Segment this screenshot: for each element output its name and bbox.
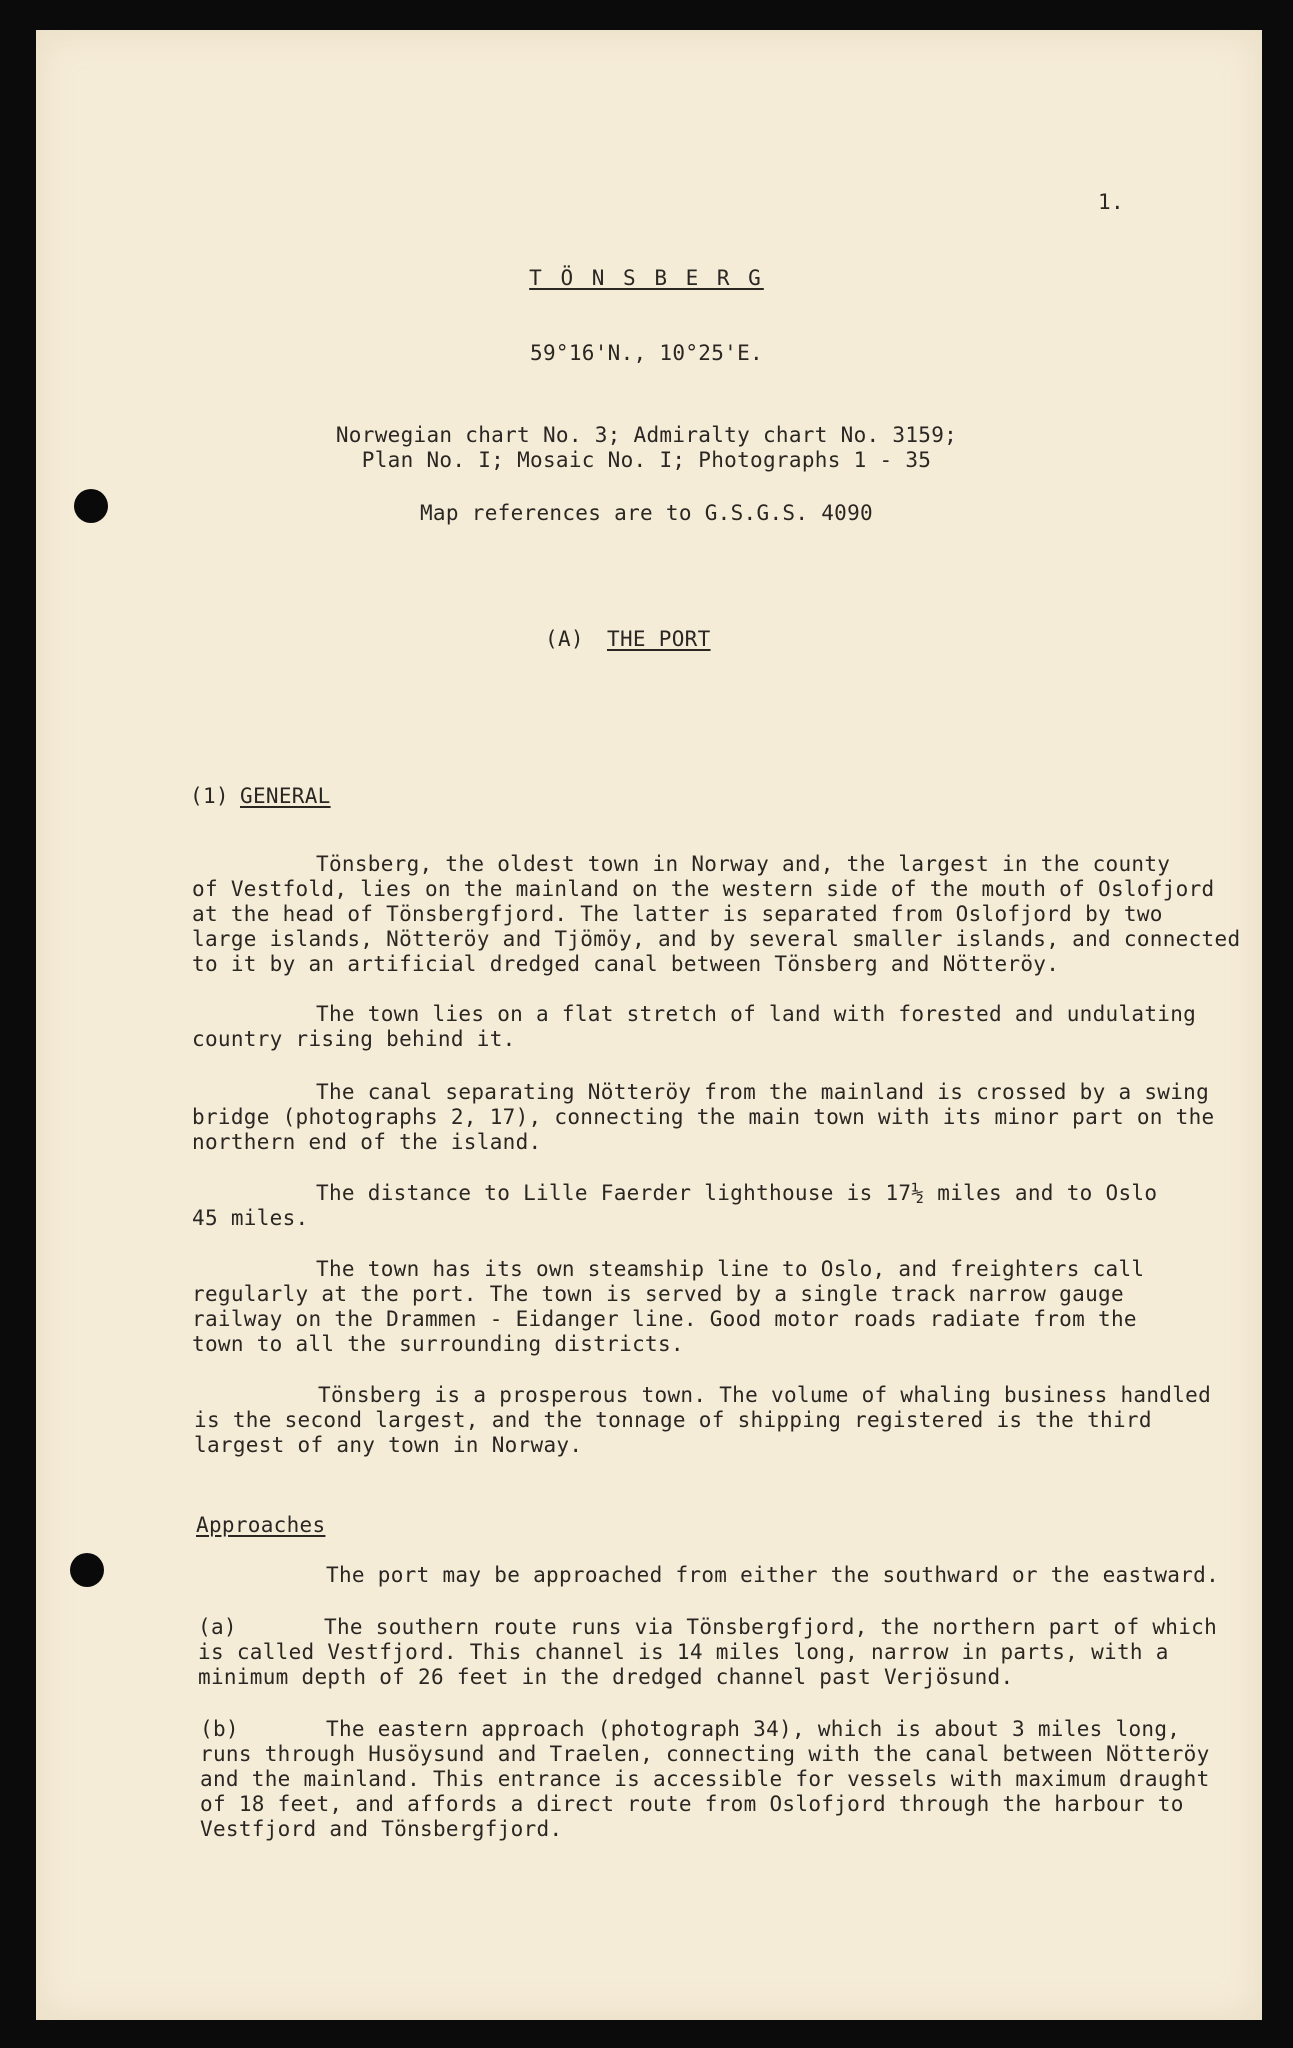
punch-hole: [70, 1553, 104, 1587]
text-line: minimum depth of 26 feet in the dredged channel past Verjösund.: [198, 1665, 1014, 1689]
section-label: (A): [545, 627, 584, 651]
page-title: T Ö N S B E R G: [529, 266, 764, 290]
coordinates: 59°16'N., 10°25'E.: [530, 341, 763, 365]
general-paragraph-5: [192, 1257, 1144, 1357]
subsection-label: (1): [190, 784, 229, 808]
text-line: The eastern approach (photograph 34), which is about 3 miles long,: [326, 1717, 1181, 1741]
page-number: 1.: [1098, 190, 1124, 214]
text-line: Vestfjord and Tönsbergfjord.: [200, 1817, 563, 1841]
text-line: is the second largest, and the tonnage of shipping registered is the third: [194, 1408, 1152, 1432]
text-line: regularly at the port. The town is served by a single track narrow gauge: [192, 1282, 1124, 1306]
approaches-intro: The port may be approached from either the southward or the eastward.: [326, 1563, 1220, 1587]
text-line: The canal separating Nötteröy from the mainland is crossed by a swing: [316, 1080, 1210, 1104]
approaches-heading: Approaches: [196, 1513, 326, 1537]
text-line: The distance to Lille Faerder lighthouse is 17½ miles and to Oslo: [316, 1181, 1158, 1205]
general-paragraph-1: [192, 852, 1240, 977]
text-line: bridge (photographs 2, 17), connecting the main town with its minor part on the: [192, 1105, 1215, 1129]
text-line: to it by an artificial dredged canal between Tönsberg and Nötteröy.: [192, 952, 1060, 976]
text-line: 45 miles.: [192, 1206, 309, 1230]
text-line: runs through Husöysund and Traelen, connecting with the canal between Nötteröy: [200, 1742, 1210, 1766]
approach-a-label: (a): [198, 1615, 237, 1639]
approach-b-label: (b): [200, 1717, 239, 1741]
text-line: northern end of the island.: [192, 1130, 542, 1154]
text-line: is called Vestfjord. This channel is 14 miles long, narrow in parts, with a: [198, 1640, 1169, 1664]
text-line: Tönsberg is a prosperous town. The volume of whaling business handled: [318, 1383, 1212, 1407]
charts-line-1: Norwegian chart No. 3; Admiralty chart No. 3159;: [335, 423, 958, 447]
text-line: at the head of Tönsbergfjord. The latter is separated from Oslofjord by two: [192, 902, 1163, 926]
text-line: of 18 feet, and affords a direct route from Oslofjord through the harbour to: [200, 1792, 1184, 1816]
subsection-title: GENERAL: [240, 784, 331, 808]
text-line: large islands, Nötteröy and Tjömöy, and by several smaller islands, and connected: [192, 927, 1241, 951]
general-paragraph-2: [192, 1002, 1196, 1052]
text-line: of Vestfold, lies on the mainland on the western side of the mouth of Oslofjord: [192, 877, 1215, 901]
text-line: largest of any town in Norway.: [194, 1433, 583, 1457]
text-line: The southern route runs via Tönsbergfjord, the northern part of which: [324, 1615, 1218, 1639]
text-line: Tönsberg, the oldest town in Norway and, the largest in the county: [316, 852, 1171, 876]
text-line: country rising behind it.: [192, 1027, 516, 1051]
text-line: and the mainland. This entrance is accessible for vessels with maximum draught: [200, 1767, 1210, 1791]
approach-a-text: [198, 1615, 1217, 1690]
charts-line-2: Plan No. I; Mosaic No. I; Photographs 1 - 35: [361, 448, 932, 472]
text-line: town to all the surrounding districts.: [192, 1332, 684, 1356]
text-line: The town has its own steamship line to Oslo, and freighters call: [316, 1257, 1145, 1281]
text-line: The town lies on a flat stretch of land with forested and undulating: [316, 1002, 1197, 1026]
general-paragraph-3: [192, 1080, 1215, 1155]
text-line: railway on the Drammen - Eidanger line. Good motor roads radiate from the: [192, 1307, 1137, 1331]
general-paragraph-4: [192, 1181, 1157, 1231]
general-paragraph-6: [194, 1383, 1211, 1458]
section-title: THE PORT: [607, 627, 711, 651]
approach-b-text: [200, 1717, 1210, 1842]
map-references: Map references are to G.S.G.S. 4090: [419, 501, 873, 525]
